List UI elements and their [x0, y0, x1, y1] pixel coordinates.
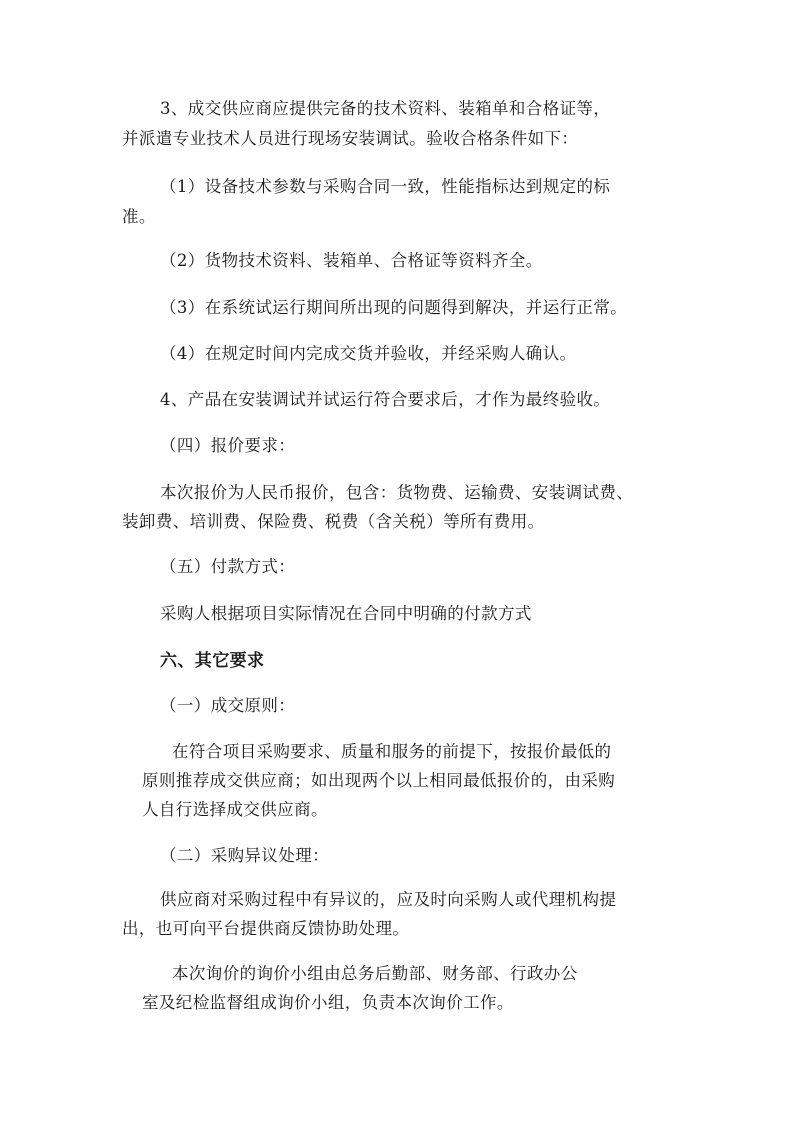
acceptance-item-3-line-1: 3、成交供应商应提供完备的技术资料、装箱单和合格证等， [160, 99, 611, 118]
award-line-2: 原则推荐成交供应商；如出现两个以上相同最低报价的，由采购 [142, 771, 616, 790]
condition-4: （4）在规定时间内完成交货并验收，并经采购人确认。 [160, 344, 577, 363]
section-quote-requirements: （四）报价要求： [160, 436, 296, 455]
objection-line-1: 供应商对采购过程中有异议的，应及时向采购人或代理机构提 [160, 890, 617, 909]
quote-line-2: 装卸费、培训费、保险费、税费（含关税）等所有费用。 [122, 512, 545, 531]
section-payment-method: （五）付款方式： [160, 557, 296, 576]
condition-1-line-2: 准。 [122, 207, 156, 226]
condition-1-line-1: （1）设备技术参数与采购合同一致，性能指标达到规定的标 [160, 177, 611, 196]
acceptance-item-3-line-2: 并派遣专业技术人员进行现场安装调试。验收合格条件如下： [122, 129, 579, 148]
section-award-principle: （一）成交原则： [160, 696, 296, 715]
award-line-1: 在符合项目采购要求、质量和服务的前提下，按报价最低的 [172, 742, 612, 761]
quote-line-1: 本次报价为人民币报价，包含：货物费、运输费、安装调试费、 [160, 483, 634, 502]
inquiry-panel-line-2: 室及纪检监督组成询价小组，负责本次询价工作。 [142, 993, 514, 1012]
objection-line-2: 出，也可向平台提供商反馈协助处理。 [122, 919, 410, 938]
heading-other-requirements: 六、其它要求 [160, 651, 265, 671]
award-line-3: 人自行选择成交供应商。 [142, 800, 328, 819]
inquiry-panel-line-1: 本次询价的询价小组由总务后勤部、财务部、行政办公 [172, 964, 578, 983]
condition-3: （3）在系统试运行期间所出现的问题得到解决，并运行正常。 [160, 298, 628, 317]
section-objection-handling: （二）采购异议处理： [160, 846, 329, 865]
acceptance-item-4: 4、产品在安装调试并试运行符合要求后，才作为最终验收。 [160, 390, 611, 409]
condition-2: （2）货物技术资料、装箱单、合格证等资料齐全。 [160, 251, 543, 270]
payment-text: 采购人根据项目实际情况在合同中明确的付款方式 [160, 604, 532, 623]
